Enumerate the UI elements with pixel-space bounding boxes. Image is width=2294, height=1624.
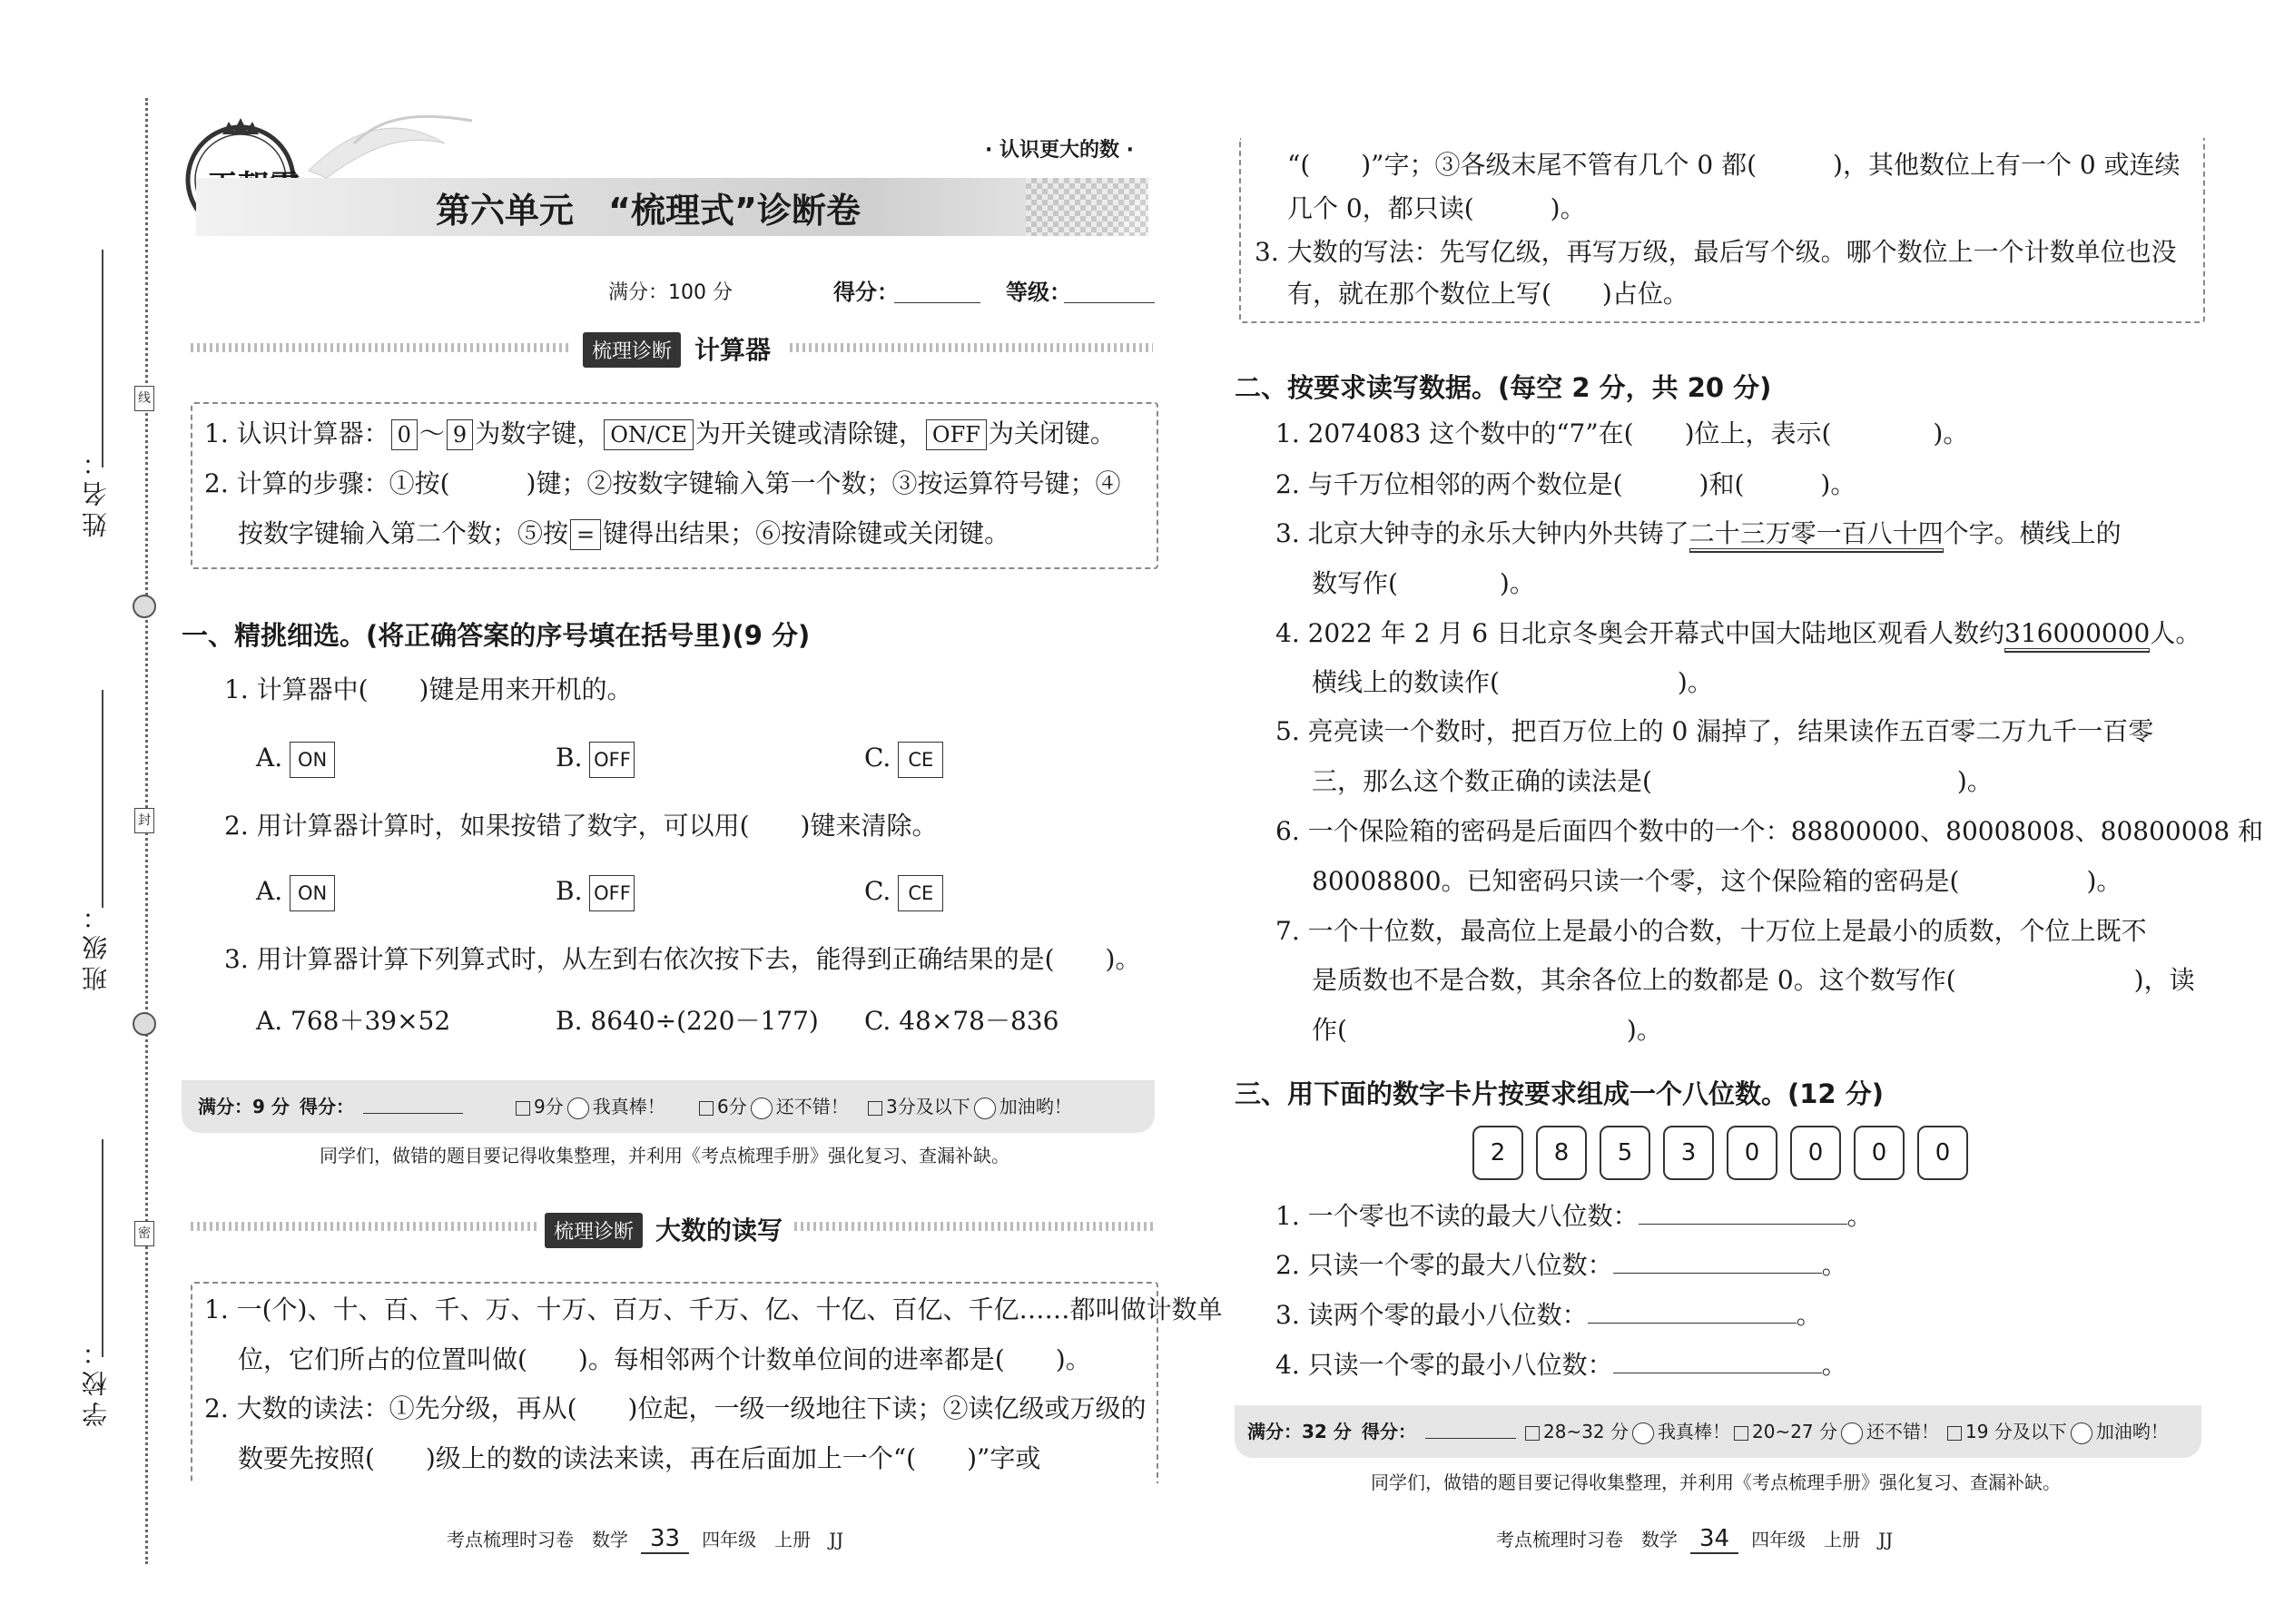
page-number: 34 (1690, 1525, 1738, 1554)
part2-q3-cont: 数写作( )。 (1312, 568, 1535, 598)
binding-tag-line: 线 (134, 386, 154, 411)
answer-field[interactable] (1639, 1196, 1847, 1225)
part2-q5: 5. 亮亮读一个数时，把百万位上的 0 漏掉了，结果读作五百零二万九千一百零 (1275, 716, 2154, 746)
key-0: 0 (391, 419, 418, 450)
digit-card: 0 (1727, 1126, 1777, 1180)
big-line-8: 有，就在那个数位上写( )占位。 (1287, 279, 1689, 309)
section-tag: 梳理诊断 (545, 1213, 643, 1248)
big-line-7: 3. 大数的写法：先写亿级，再写万级，最后写个级。哪个数位上一个计数单位也没 (1255, 237, 2177, 267)
digit-card: 5 (1600, 1126, 1650, 1180)
score-label: 得分： (833, 280, 899, 305)
checkbox-icon (516, 1101, 530, 1116)
score-field[interactable] (894, 302, 980, 303)
smiley-icon (1841, 1422, 1863, 1444)
section-tag: 梳理诊断 (583, 332, 681, 368)
part1-tier-1: 9分 我真棒！ (516, 1080, 665, 1133)
part3-note: 同学们，做错的题目要记得收集整理，并利用《考点梳理手册》强化复习、查漏补缺。 (1371, 1471, 2061, 1493)
part3-score-bar (1235, 1405, 2201, 1458)
key-off: OFF (926, 419, 987, 450)
part2-q5-cont: 三，那么这个数正确的读法是( )。 (1312, 766, 1993, 796)
school-field-line[interactable] (102, 1139, 103, 1357)
part2-q1: 1. 2074083 这个数中的“7”在( )位上，表示( )。 (1275, 418, 1969, 448)
part1-q3: 3. 用计算器计算下列算式时，从左到右依次按下去，能得到正确结果的是( )。 (224, 944, 1141, 974)
calc-line-3: 按数字键输入第二个数；⑤按 = 键得出结果；⑥按清除键或关闭键。 (238, 518, 1010, 548)
part3-heading: 三、用下面的数字卡片按要求组成一个八位数。(12 分) (1235, 1078, 1884, 1109)
part2-heading: 二、按要求读写数据。(每空 2 分，共 20 分) (1235, 372, 1772, 403)
calc-line-2: 2. 计算的步骤：①按( )键；②按数字键输入第一个数；③按运算符号键；④ (204, 468, 1121, 498)
part3-tier-1: 28~32 分 我真棒！ (1525, 1405, 1730, 1458)
section-rule (191, 1222, 540, 1231)
part1-score-field[interactable] (363, 1113, 463, 1114)
part2-q7-cont2: 作( )。 (1312, 1015, 1662, 1045)
part1-q2-option-c[interactable]: C. CE (864, 873, 943, 911)
answer-field[interactable] (1613, 1245, 1822, 1274)
part1-q3-option-b[interactable]: B. 8640÷(220－177) (556, 1006, 819, 1036)
binding-tag-seal: 封 (134, 808, 154, 833)
digit-card: 0 (1854, 1126, 1905, 1180)
part2-q6-cont: 80008800。已知密码只读一个零，这个保险箱的密码是( )。 (1312, 866, 2122, 896)
part2-q7: 7. 一个十位数，最高位上是最小的合数，十万位上是最小的质数，个位上既不 (1275, 916, 2147, 946)
page-number: 33 (641, 1525, 689, 1554)
digit-card: 2 (1472, 1126, 1523, 1180)
part1-full-score: 满分：9 分 (198, 1096, 290, 1117)
class-label: 班级： (81, 899, 111, 991)
name-field-line[interactable] (102, 250, 103, 468)
digit-card: 0 (1790, 1126, 1841, 1180)
part2-q4-cont: 横线上的数读作( )。 (1312, 667, 1713, 697)
part2-q2: 2. 与千万位相邻的两个数位是( )和( )。 (1275, 469, 1856, 499)
part1-q1-option-a[interactable]: A. ON (256, 740, 335, 778)
part1-note: 同学们，做错的题目要记得收集整理，并利用《考点梳理手册》强化复习、查漏补缺。 (320, 1145, 1009, 1166)
binding-hole-icon (133, 595, 156, 618)
big-line-3: 2. 大数的读法：①先分级，再从( )位起，一级一级地往下读；②读亿级或万级的 (204, 1393, 1147, 1423)
part3-full-score: 满分：32 分 (1247, 1421, 1352, 1442)
grade-label: 等级： (1006, 280, 1071, 305)
binding-tag-secret: 密 (134, 1221, 154, 1246)
part3-q2: 2. 只读一个零的最大八位数： 。 (1275, 1245, 1847, 1284)
binding-hole-icon (133, 1012, 156, 1036)
part1-q1-option-b[interactable]: B. OFF (556, 740, 635, 778)
big-line-4: 数要先按照( )级上的数的读法来读，再在后面加上一个“( )”字或 (238, 1443, 1041, 1473)
grade-field[interactable] (1064, 302, 1155, 303)
key-equals: = (570, 519, 601, 550)
digit-card: 3 (1663, 1126, 1714, 1180)
key-on-ce: ON/CE (604, 419, 694, 450)
digit-card: 8 (1536, 1126, 1587, 1180)
part3-score-label: 得分： (1362, 1421, 1416, 1442)
section-rule (790, 343, 1153, 352)
part1-q2-option-b[interactable]: B. OFF (556, 873, 635, 911)
part1-tier-3: 3分及以下 加油哟！ (868, 1080, 1072, 1133)
answer-field[interactable] (1588, 1295, 1797, 1324)
page-title: 第六单元 “梳理式”诊断卷 (436, 191, 861, 231)
part2-q4: 4. 2022 年 2 月 6 日北京冬奥会开幕式中国大陆地区观看人数约316000000人。 (1275, 618, 2201, 648)
checkbox-icon (1525, 1426, 1540, 1441)
checkbox-icon (699, 1101, 714, 1116)
part3-tier-3: 19 分及以下 加油哟！ (1947, 1405, 2169, 1458)
part2-q6: 6. 一个保险箱的密码是后面四个数中的一个：88800000、80008008、80800008 和 (1275, 816, 2264, 846)
calc-line-1: 1. 认识计算器： 0 ～ 9 为数字键， ON/CE 为开关键或清除键， OFF 为关闭键。 (204, 418, 1116, 448)
part1-q3-option-a[interactable]: A. 768＋39×52 (256, 1006, 451, 1036)
digit-card: 0 (1917, 1126, 1968, 1180)
part3-tier-2: 20~27 分 还不错！ (1734, 1405, 1939, 1458)
footer-right: 考点梳理时习卷 数学 34 四年级 上册 JJ (1496, 1525, 1894, 1552)
section-rule (794, 1222, 1153, 1231)
big-line-2: 位，它们所占的位置叫做( )。每相邻两个计数单位间的进率都是( )。 (238, 1344, 1091, 1374)
big-line-6: 几个 0，都只读( )。 (1287, 193, 1586, 223)
school-label: 学校： (81, 1334, 111, 1427)
key-9: 9 (447, 419, 473, 450)
smiley-icon (567, 1097, 589, 1119)
part3-q1: 1. 一个零也不读的最大八位数： 。 (1275, 1196, 1873, 1235)
section-rule (191, 343, 572, 352)
checker-decoration (1026, 178, 1148, 236)
part3-q4: 4. 只读一个零的最小八位数： 。 (1275, 1345, 1847, 1383)
smiley-icon (751, 1097, 773, 1119)
smiley-icon (974, 1097, 996, 1119)
part1-q2: 2. 用计算器计算时，如果按错了数字，可以用( )键来清除。 (224, 811, 938, 841)
footer-left: 考点梳理时习卷 数学 33 四年级 上册 JJ (447, 1525, 844, 1552)
part1-heading: 一、精挑细选。(将正确答案的序号填在括号里)(9 分) (182, 620, 811, 651)
answer-field[interactable] (1613, 1345, 1822, 1373)
checkbox-icon (1734, 1426, 1748, 1441)
part3-score-field[interactable] (1425, 1438, 1516, 1439)
part1-score-bar (182, 1080, 1155, 1133)
part3-q3: 3. 读两个零的最小八位数： 。 (1275, 1295, 1822, 1334)
big-line-5: “( )”字；③各级末尾不管有几个 0 都( )，其他数位上有一个 0 或连续 (1287, 150, 2181, 180)
smiley-icon (1632, 1422, 1654, 1444)
part2-q3: 3. 北京大钟寺的永乐大钟内外共铸了二十三万零一百八十四个字。横线上的 (1275, 518, 2122, 548)
part1-q1-option-c[interactable]: C. CE (864, 740, 943, 778)
part1-q3-option-c[interactable]: C. 48×78－836 (864, 1006, 1059, 1036)
part1-score-label: 得分： (300, 1096, 354, 1117)
checkbox-icon (1947, 1426, 1962, 1441)
ribbon-decoration-icon (300, 107, 481, 180)
smiley-icon (2071, 1422, 2092, 1444)
part1-q1: 1. 计算器中( )键是用来开机的。 (224, 674, 633, 704)
section-title-big-numbers: 大数的读写 (655, 1216, 783, 1245)
section-title-calculator: 计算器 (694, 335, 772, 365)
class-field-line[interactable] (102, 690, 103, 908)
name-label: 姓名： (81, 445, 111, 537)
part1-tier-2: 6分 还不错！ (699, 1080, 849, 1133)
unit-category: · 认识更大的数 · (985, 139, 1135, 162)
part1-q2-option-a[interactable]: A. ON (256, 873, 335, 911)
part2-q7-cont: 是质数也不是合数，其余各位上的数都是 0。这个数写作( )，读 (1312, 965, 2195, 995)
big-line-1: 1. 一(个)、十、百、千、万、十万、百万、千万、亿、十亿、百亿、千亿……都叫做计数单 (204, 1294, 1223, 1324)
checkbox-icon (868, 1101, 882, 1116)
full-score: 满分：100 分 (608, 281, 733, 304)
